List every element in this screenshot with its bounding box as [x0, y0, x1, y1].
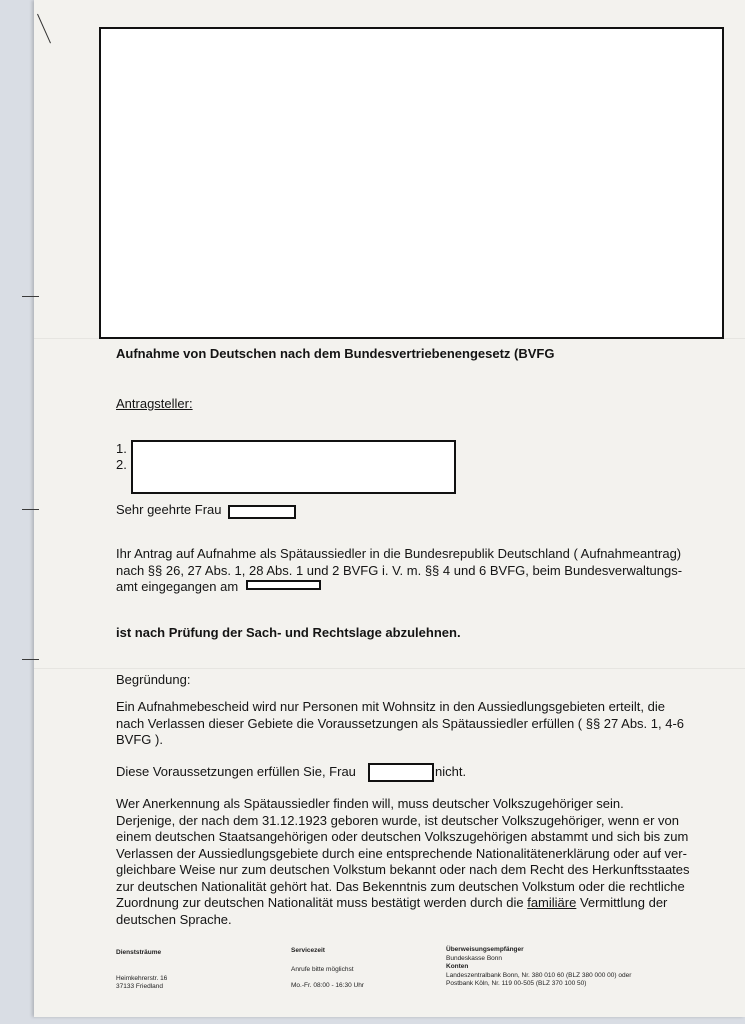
- footer-account-2: Postbank Köln, Nr. 119 00-505 (BLZ 370 100 50): [446, 980, 587, 987]
- text-segment: Zuordnung zur deutschen Nationalität muss bestätigt werden durch die: [116, 895, 524, 910]
- footer-service-note: Anrufe bitte möglichst: [291, 965, 354, 973]
- text-line: deutschen Sprache.: [116, 911, 232, 927]
- text-line: Ein Aufnahmebescheid wird nur Personen mit Wohnsitz in den Aussiedlungsgebieten erteilt, die: [116, 699, 665, 714]
- text-line: Ihr Antrag auf Aufnahme als Spätaussiedler in die Bundesrepublik Deutschland ( Aufnahmeantrag): [116, 546, 682, 561]
- footer-office: [116, 949, 167, 992]
- footer-account-1: Landeszentralbank Bonn, Nr. 380 010 60 (BLZ 380 000 00) oder: [446, 971, 632, 979]
- text-line: BVFG ).: [116, 732, 163, 747]
- reasoning-paragraph-2: [116, 764, 356, 780]
- redacted-name: [368, 763, 434, 782]
- text-line: Verlassen der Aussiedlungsgebiete durch eine entsprechende Nationalitätenerklärung oder auf ver-: [116, 845, 687, 861]
- footer-office-street: Heimkehrerstr. 16: [116, 974, 168, 982]
- punch-mark: [22, 296, 39, 297]
- fold-line: [34, 668, 745, 669]
- footer-service-label: Servicezeit: [291, 947, 325, 954]
- footer-bank: [446, 946, 631, 989]
- applicant-number-2: 2.: [116, 457, 127, 472]
- redacted-name: [228, 505, 296, 519]
- footer-accounts-label: Konten: [446, 963, 469, 970]
- footer-office-city: 37133 Friedland: [116, 983, 163, 990]
- underlined-word: familiäre: [527, 895, 577, 910]
- punch-mark: [22, 659, 39, 660]
- footer-service-hours: Mo.-Fr. 08:00 - 16:30 Uhr: [291, 982, 364, 989]
- punch-mark: [22, 509, 39, 510]
- subject-line: Aufnahme von Deutschen nach dem Bundesvertriebenengesetz (BVFG: [116, 346, 555, 361]
- footer-service: [291, 947, 364, 991]
- redacted-date: [246, 580, 321, 590]
- text-segment: nicht.: [435, 764, 467, 779]
- redacted-letterhead: [99, 27, 724, 339]
- applicants-label: Antragsteller:: [116, 396, 193, 411]
- applicant-number-1: 1.: [116, 441, 127, 456]
- text-line: Derjenige, der nach dem 31.12.1923 geboren wurde, ist deutscher Volkszugehöriger, wenn er von: [116, 812, 679, 828]
- reasoning-heading: Begründung:: [116, 672, 191, 687]
- text-line: gleichbare Weise nur zum deutschen Volkstum bekannt oder nach dem Recht des Herkunftsstaates: [116, 862, 690, 877]
- text-line: zur deutschen Nationalität gehört hat. Das Bekenntnis zum deutschen Volkstum oder die rechtliche: [116, 878, 685, 894]
- application-paragraph: [116, 546, 716, 596]
- redacted-applicant-names: [131, 440, 456, 494]
- text-line: nach Verlassen dieser Gebiete die Voraussetzungen als Spätaussiedler erfüllen ( §§ 27 Abs. 1, 4-6: [116, 715, 685, 731]
- text-line: amt eingegangen am: [116, 579, 239, 594]
- footer-office-label: Dienststräume: [116, 949, 162, 956]
- text-line: Wer Anerkennung als Spätaussiedler finden will, muss deutscher Volkszugehöriger sein.: [116, 796, 624, 811]
- reasoning-paragraph-1: [116, 699, 716, 749]
- decision-statement: ist nach Prüfung der Sach- und Rechtslage abzulehnen.: [116, 625, 461, 640]
- text-segment: Diese Voraussetzungen erfüllen Sie, Frau: [116, 764, 356, 779]
- text-line: nach §§ 26, 27 Abs. 1, 28 Abs. 1 und 2 BVFG i. V. m. §§ 4 und 6 BVFG, beim Bundesverwaltungs-: [116, 562, 683, 578]
- text-line: [116, 895, 716, 912]
- text-segment: Vermittlung der: [576, 895, 668, 910]
- text-line: einem deutschen Staatsangehörigen oder deutschen Volkszugehörigen abstammt und sich bis zum: [116, 829, 689, 844]
- footer-payee-name: Bundeskasse Bonn: [446, 954, 503, 962]
- salutation: Sehr geehrte Frau: [116, 502, 222, 517]
- reasoning-paragraph-3: [116, 796, 716, 928]
- footer-payee-label: Überweisungsempfänger: [446, 946, 524, 953]
